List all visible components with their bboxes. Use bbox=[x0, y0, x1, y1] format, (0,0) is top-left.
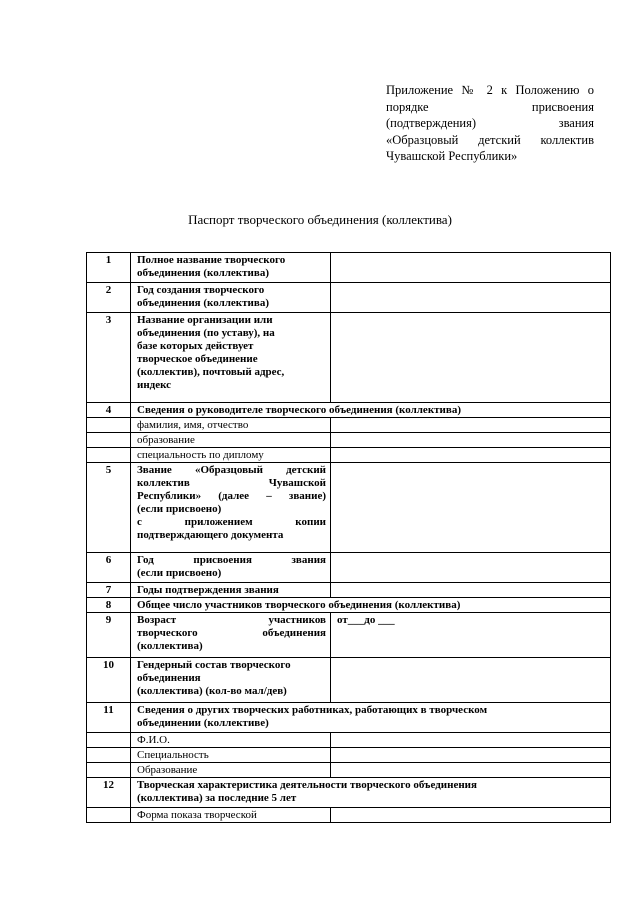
table-row bbox=[87, 253, 611, 283]
age-range-field[interactable]: от___до ___ bbox=[331, 613, 611, 658]
value-cell[interactable] bbox=[331, 283, 611, 313]
empty-cell bbox=[87, 433, 131, 448]
row-label: Год создания творческого объединения (коллектива) bbox=[131, 283, 331, 313]
table-row bbox=[87, 703, 611, 733]
table-row bbox=[87, 598, 611, 613]
section-header: Сведения о других творческих работниках, работающих в творческом объединении (коллективе) bbox=[131, 703, 611, 733]
row-label: специальность по диплому bbox=[131, 448, 331, 463]
table-row bbox=[87, 658, 611, 703]
row-label: Гендерный состав творческого объединения (коллектива) (кол-во мал/дев) bbox=[131, 658, 331, 703]
row-label: образование bbox=[131, 433, 331, 448]
section-header: Творческая характеристика деятельности творческого объединения (коллектива) за последние 5 лет bbox=[131, 778, 611, 808]
value-cell[interactable] bbox=[331, 748, 611, 763]
appendix-line: «Образцовый детский коллектив bbox=[386, 132, 594, 147]
empty-cell bbox=[87, 748, 131, 763]
value-cell[interactable] bbox=[331, 253, 611, 283]
table-row bbox=[87, 418, 611, 433]
row-number: 6 bbox=[87, 553, 131, 583]
value-cell[interactable] bbox=[331, 553, 611, 583]
row-number: 2 bbox=[87, 283, 131, 313]
row-number: 4 bbox=[87, 403, 131, 418]
row-label: Год присвоения звания (если присвоено) bbox=[131, 553, 331, 583]
value-cell[interactable] bbox=[331, 733, 611, 748]
table-row bbox=[87, 613, 611, 658]
row-number: 5 bbox=[87, 463, 131, 553]
appendix-line: Чувашской Республики» bbox=[386, 149, 518, 163]
table-row bbox=[87, 448, 611, 463]
row-label: Возраст участников творческого объединения (коллектива) bbox=[131, 613, 331, 658]
value-cell[interactable] bbox=[331, 433, 611, 448]
value-cell[interactable] bbox=[331, 763, 611, 778]
table-row bbox=[87, 763, 611, 778]
row-number: 10 bbox=[87, 658, 131, 703]
table-row bbox=[87, 433, 611, 448]
table-row bbox=[87, 463, 611, 553]
document-title: Паспорт творческого объединения (коллектива) bbox=[188, 212, 452, 227]
appendix-note bbox=[386, 82, 594, 165]
empty-cell bbox=[87, 763, 131, 778]
row-label: Звание «Образцовый детский коллектив Чувашской Республики» (далее – звание) (если присвоено) с приложением копии подтверждающего документа bbox=[131, 463, 331, 553]
table-row bbox=[87, 748, 611, 763]
table-row bbox=[87, 283, 611, 313]
table-row bbox=[87, 808, 611, 823]
row-number: 1 bbox=[87, 253, 131, 283]
value-cell[interactable] bbox=[331, 448, 611, 463]
row-label: Форма показа творческой bbox=[131, 808, 331, 823]
section-header: Сведения о руководителе творческого объединения (коллектива) bbox=[131, 403, 611, 418]
value-cell[interactable] bbox=[331, 463, 611, 553]
row-number: 7 bbox=[87, 583, 131, 598]
row-number: 8 bbox=[87, 598, 131, 613]
appendix-line: порядке присвоения bbox=[386, 99, 594, 114]
table-row bbox=[87, 553, 611, 583]
row-number: 3 bbox=[87, 313, 131, 403]
empty-cell bbox=[87, 808, 131, 823]
value-cell[interactable] bbox=[331, 658, 611, 703]
table-row bbox=[87, 313, 611, 403]
row-number: 12 bbox=[87, 778, 131, 808]
value-cell[interactable] bbox=[331, 583, 611, 598]
row-label: Ф.И.О. bbox=[131, 733, 331, 748]
table-row bbox=[87, 403, 611, 418]
empty-cell bbox=[87, 733, 131, 748]
table-row bbox=[87, 583, 611, 598]
row-label: фамилия, имя, отчество bbox=[131, 418, 331, 433]
row-label: Полное название творческого объединения (коллектива) bbox=[131, 253, 331, 283]
empty-cell bbox=[87, 448, 131, 463]
value-cell[interactable] bbox=[331, 808, 611, 823]
row-number: 11 bbox=[87, 703, 131, 733]
row-number: 9 bbox=[87, 613, 131, 658]
appendix-line: (подтверждения) звания bbox=[386, 116, 594, 130]
section-header: Общее число участников творческого объединения (коллектива) bbox=[131, 598, 611, 613]
row-label: Образование bbox=[131, 763, 331, 778]
value-cell[interactable] bbox=[331, 313, 611, 403]
row-label: Годы подтверждения звания bbox=[131, 583, 331, 598]
table-row bbox=[87, 733, 611, 748]
table-row bbox=[87, 778, 611, 808]
empty-cell bbox=[87, 418, 131, 433]
row-label: Специальность bbox=[131, 748, 331, 763]
value-cell[interactable] bbox=[331, 418, 611, 433]
passport-table bbox=[86, 252, 611, 823]
row-label: Название организации или объединения (по уставу), на базе которых действует творческое объединение (коллектив), почтовый адрес, индекс bbox=[131, 313, 331, 403]
appendix-line: Приложение № 2 к Положению о bbox=[386, 83, 594, 97]
